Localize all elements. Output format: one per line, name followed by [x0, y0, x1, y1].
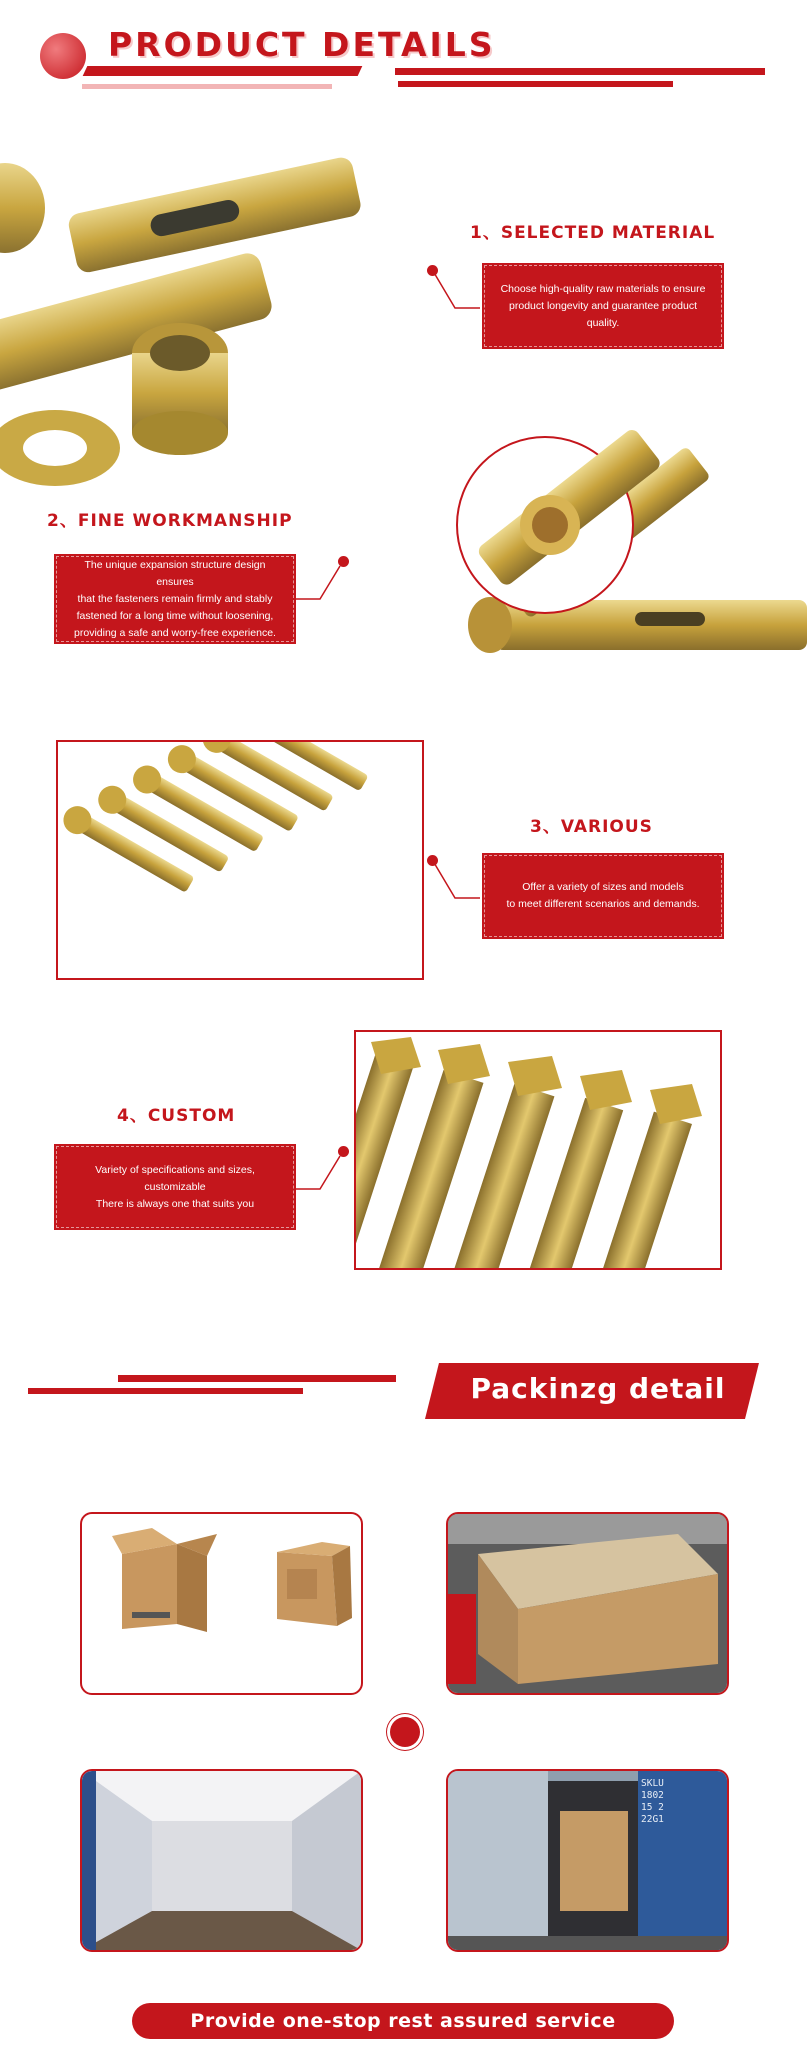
container-label-line: 1802 [641, 1790, 664, 1801]
packing-photo-boxes [80, 1512, 363, 1695]
section-3-box [484, 855, 722, 937]
header-circle [40, 33, 86, 79]
header-stripe-2 [395, 68, 765, 75]
header-stripe-4 [82, 84, 332, 89]
section-3-line: Offer a variety of sizes and models [522, 881, 684, 893]
section-4-box [56, 1146, 294, 1228]
section-2-line: The unique expansion structure design ensures [84, 558, 266, 588]
various-photo [56, 740, 424, 980]
packing-stripe-1 [118, 1375, 396, 1382]
section-2-box [56, 556, 294, 642]
section-1-heading: 1、SELECTED MATERIAL [470, 223, 716, 243]
section-1-line: product longevity and guarantee product quality. [509, 299, 697, 329]
workmanship-photo [455, 430, 807, 665]
header-stripe-3 [398, 81, 673, 87]
container-label-line: 22G1 [641, 1814, 664, 1825]
packing-title: Packinzg detail [470, 1372, 726, 1405]
container-label [641, 1778, 721, 1826]
section-4-heading: 4、CUSTOM [117, 1106, 236, 1126]
section-3-heading: 3、VARIOUS [530, 817, 653, 837]
container-label-line: SKLU [641, 1778, 664, 1789]
packing-photo-pallet [446, 1512, 729, 1695]
section-1-box [484, 265, 722, 347]
custom-photo [354, 1030, 722, 1270]
header-stripe-1 [83, 66, 363, 76]
material-photo [0, 148, 380, 498]
page-title: PRODUCT DETAILS [108, 25, 496, 64]
packing-stripe-2 [28, 1388, 303, 1394]
section-3-line: to meet different scenarios and demands. [506, 898, 700, 910]
section-4-connector [294, 1153, 344, 1198]
section-2-line: providing a safe and worry-free experience. [74, 626, 276, 639]
section-1-connector [430, 268, 480, 313]
section-4-dot [338, 1146, 349, 1157]
footer-label: Provide one-stop rest assured service [190, 2010, 616, 2032]
footer-pill [132, 2003, 674, 2039]
section-1-line: Choose high-quality raw materials to ensure [500, 282, 706, 295]
section-2-connector [294, 563, 344, 608]
packing-photo-container-empty [80, 1769, 363, 1952]
header-banner [0, 0, 807, 110]
packing-center-badge [390, 1717, 420, 1747]
section-3-connector [430, 858, 480, 903]
section-4-line: There is always one that suits you [95, 1197, 255, 1210]
section-4-line: customizable [144, 1180, 206, 1193]
container-label-line: 15 2 [641, 1802, 664, 1813]
section-2-dot [338, 556, 349, 567]
section-4-line: Variety of specifications and sizes, [95, 1163, 255, 1176]
section-2-line: fastened for a long time without loosening, [76, 609, 274, 622]
section-2-heading: 2、FINE WORKMANSHIP [47, 511, 293, 531]
section-2-line: that the fasteners remain firmly and stably [77, 592, 273, 605]
